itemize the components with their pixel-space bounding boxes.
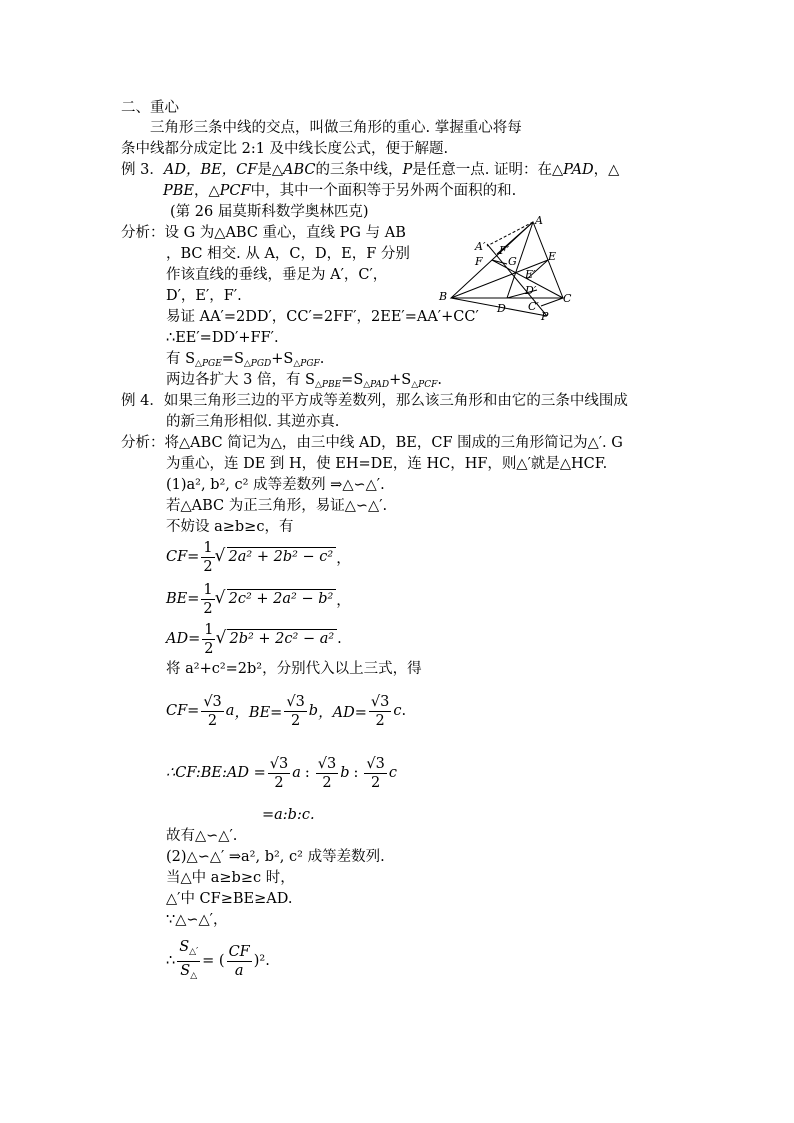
ratio-lhs: ∴CF:BE:AD = (166, 765, 266, 781)
example-4-line-1 (121, 391, 628, 411)
perp-c (541, 298, 563, 306)
analysis-4-text: 将△ABC 简记为△，由三中线 AD，BE，CF 围成的三角形简记为△′. G (164, 435, 623, 451)
analysis-3-text: . (319, 351, 325, 367)
result-lhs: CF= (166, 703, 200, 719)
formula-results (166, 688, 406, 734)
operator: )². (253, 953, 270, 969)
fraction-cf-a (227, 943, 252, 980)
numerator: √3 (366, 755, 385, 772)
label-a-prime: A′ (475, 240, 486, 253)
analysis-3-text: +S (389, 372, 412, 388)
ex3-text: 是任意一点. 证明：在△ (412, 162, 564, 178)
fraction-half (201, 539, 214, 576)
example-3-label: 例 3． (121, 162, 164, 178)
analysis-4-line-2: 为重心，连 DE 到 H，使 EH=DE，连 HC，HF，则△′就是△HCF. (166, 456, 608, 472)
ex3-text: PAD (563, 162, 594, 178)
denominator: 2 (290, 712, 301, 729)
numerator: 1 (203, 539, 213, 556)
label-p: P (541, 310, 549, 323)
subscript: △PBE (315, 380, 342, 390)
intro-line-1: 三角形三条中线的交点，叫做三角形的重心. 掌握重心将每 (150, 120, 522, 136)
analysis-3-text: . (437, 372, 442, 388)
fraction-half (201, 581, 214, 618)
perp-f (492, 260, 507, 264)
denominator: 2 (203, 600, 213, 617)
colon: : (304, 765, 310, 781)
analysis-3-line-3: 作该直线的垂线，垂足为 A′，C′， (166, 267, 388, 283)
ex3-text: ，△ (194, 183, 220, 199)
section-title: 二、重心 (121, 100, 179, 116)
variable: c (388, 765, 397, 781)
analysis-3-text: =S (221, 351, 244, 367)
fraction-root3 (284, 693, 306, 730)
ex3-text: PCF (219, 183, 251, 199)
label-c: C (563, 292, 572, 305)
label-c-prime: C′ (528, 300, 539, 313)
formula-be (166, 578, 351, 620)
analysis-3-text: =S (341, 372, 364, 388)
sqrt (217, 549, 337, 565)
ratio-result: =a:b:c. (262, 807, 315, 823)
numerator: 1 (203, 581, 213, 598)
ex3-text: P (402, 162, 413, 178)
formula-ad (166, 618, 342, 660)
denominator: a (234, 962, 244, 979)
ex3-text: PBE (163, 183, 194, 199)
variable: a (225, 703, 235, 719)
numerator: √3 (370, 693, 390, 710)
therefore-symbol: ∴ (166, 953, 176, 969)
label-e: E (548, 250, 557, 263)
analysis-3-text: 有 S (166, 351, 196, 367)
label-f: F (475, 255, 483, 268)
fraction-area (177, 938, 200, 985)
denominator: 2 (322, 774, 332, 791)
analysis-label: 分析： (121, 225, 165, 241)
label-d: D (497, 302, 506, 315)
analysis-label: 分析： (121, 435, 165, 451)
formula-area-ratio (166, 938, 270, 984)
example-3-line-1 (121, 160, 619, 180)
numerator: √3 (286, 693, 305, 710)
radicand: 2c² + 2a² − b² (227, 589, 337, 607)
substitution-line: 将 a²+c²=2b²，分别代入以上三式，得 (166, 661, 422, 677)
subscript: △PGD (243, 359, 272, 369)
fraction-root3 (364, 755, 386, 792)
order-line: △′中 CF≥BE≥AD. (166, 891, 293, 907)
area-symbol: S (180, 962, 191, 979)
when-line: 当△中 a≥b≥c 时， (166, 870, 295, 886)
denominator: 2 (375, 712, 385, 729)
ex3-text: ABC (283, 162, 316, 178)
formula-lhs: CF= (166, 549, 200, 565)
label-d-prime: D′ (525, 284, 537, 297)
operator: = ( (202, 953, 225, 969)
label-g: G (508, 255, 517, 268)
denominator: 2 (203, 558, 213, 575)
analysis-3-line-5: 易证 AA′=2DD′，CC′=2FF′，2EE′=AA′+CC′ (166, 309, 479, 325)
triangle-abc (451, 222, 563, 298)
separator: . (401, 703, 407, 719)
result-lhs: ，AD= (318, 704, 367, 721)
denominator (177, 962, 200, 985)
formula-lhs: AD= (166, 631, 201, 647)
analysis-4-line-4: 若△ABC 为正三角形，易证△∽△′. (166, 498, 388, 514)
part-2: (2)△∽△′ ⇒a², b², c² 成等差数列. (166, 849, 385, 865)
subscript: △PAD (363, 380, 390, 390)
analysis-3-line-4: D′，E′，F′. (166, 288, 242, 304)
fraction-half (202, 621, 215, 658)
ex3-text: 中，其中一个面积等于另外两个面积的和. (250, 183, 517, 199)
analysis-4-line-1 (121, 433, 623, 453)
formula-lhs: BE= (166, 591, 200, 607)
example-4-label: 例 4． (121, 393, 164, 409)
denominator: 2 (274, 774, 284, 791)
denominator: 2 (371, 774, 381, 791)
formula-cf (166, 536, 351, 578)
variable: c (393, 703, 402, 719)
ex3-text: 的三条中线， (315, 162, 403, 178)
subscript: △PGE (195, 359, 222, 369)
analysis-3-text: 两边各扩大 3 倍，有 S (166, 372, 315, 388)
analysis-4-line-3: (1)a², b², c² 成等差数列 ⇒△∽△′. (166, 477, 385, 493)
subscript: △ (190, 970, 198, 981)
sqrt (217, 631, 337, 647)
numerator: 1 (204, 621, 214, 638)
conclusion-1: 故有△∽△′. (166, 828, 238, 844)
separator: ， (336, 550, 351, 567)
ex3-text: ，△ (593, 162, 620, 178)
fraction-root3 (201, 693, 223, 730)
analysis-3-text: 设 G 为△ABC 重心，直线 PG 与 AB (164, 225, 406, 241)
denominator: 2 (204, 640, 214, 657)
ex3-text: 是△ (257, 162, 283, 178)
variable: b (340, 765, 350, 781)
numerator: √3 (269, 755, 289, 772)
analysis-4-line-5: 不妨设 a≥b≥c，有 (166, 519, 294, 535)
separator: . (337, 631, 342, 647)
because-line: ∵△∽△′， (166, 912, 228, 928)
label-a: A (535, 214, 543, 227)
variable: b (308, 703, 319, 719)
sqrt (217, 591, 337, 607)
analysis-3-text: +S (271, 351, 294, 367)
example-3-line-2 (163, 181, 516, 201)
label-e-prime: E′ (525, 268, 536, 281)
fraction-root3 (316, 755, 338, 792)
subscript: △′ (189, 946, 199, 957)
radicand: 2b² + 2c² − a² (227, 629, 337, 647)
subscript: △PCF (411, 380, 438, 390)
result-lhs: ，BE= (234, 704, 283, 721)
subscript: △PGF (293, 359, 320, 369)
fraction-root3 (268, 755, 290, 792)
example-3-source: (第 26 届莫斯科数学奥林匹克) (170, 204, 369, 220)
fraction-root3 (369, 693, 391, 730)
triangle-figure (435, 212, 585, 324)
radicand: 2a² + 2b² − c² (227, 547, 337, 565)
ex3-text: AD，BE，CF (163, 162, 258, 178)
formula-ratio (166, 750, 397, 796)
colon: : (353, 765, 359, 781)
variable: a (292, 765, 301, 781)
example-4-text: 如果三角形三边的平方成等差数列，那么该三角形和由它的三条中线围成 (163, 393, 628, 409)
example-4-line-2: 的新三角形相似. 其逆亦真. (166, 414, 340, 430)
numerator: CF (228, 943, 250, 960)
analysis-3-line-1 (121, 223, 406, 243)
area-symbol: S (179, 938, 190, 955)
label-b: B (439, 290, 448, 303)
intro-line-2: 条中线都分成定比 2:1 及中线长度公式，便于解题. (121, 141, 449, 157)
separator: ， (336, 592, 351, 609)
numerator (177, 938, 200, 962)
label-f-prime: F′ (499, 244, 510, 257)
denominator: 2 (207, 712, 218, 729)
analysis-3-line-6: ∴EE′=DD′+FF′. (166, 330, 279, 346)
numerator: √3 (317, 755, 337, 772)
numerator: √3 (203, 693, 222, 710)
analysis-3-line-2: ，BC 相交. 从 A，C，D，E，F 分别 (166, 246, 410, 262)
